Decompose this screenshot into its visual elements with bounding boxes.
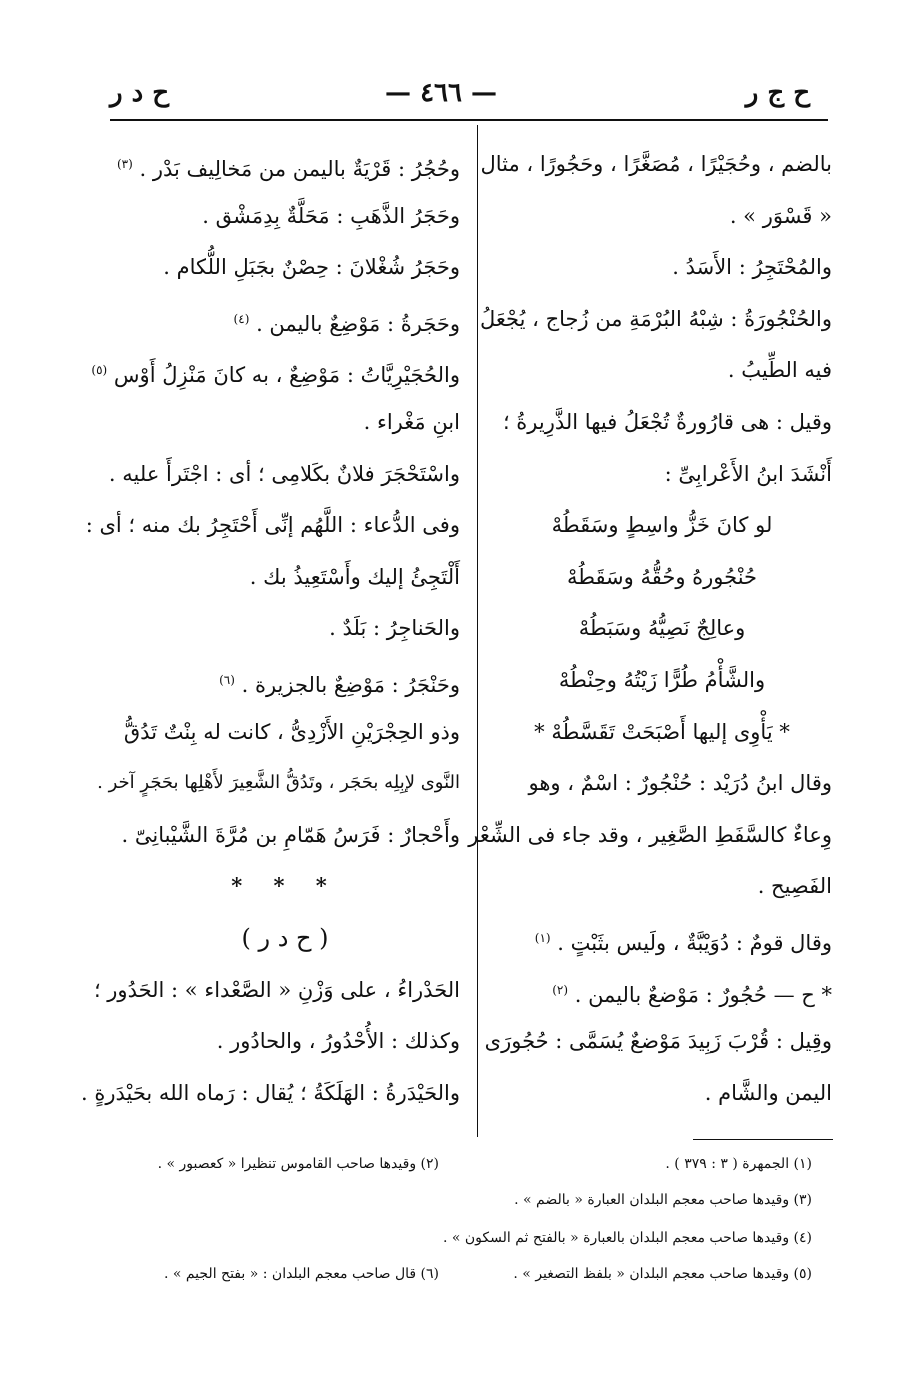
line-text: وحَنْجَرُ : مَوْضِعٌ بالجزيرة .	[241, 672, 460, 697]
verse-line: حُنْجُورهُ وحُقُّهُ وسَقَطُهْ	[566, 564, 758, 589]
footnote: (٢) وقيدها صاحب القاموس تنظيرا « كعصبور » .	[157, 1156, 439, 1172]
text-line	[110, 295, 460, 347]
section-separator: * * *	[231, 873, 339, 899]
footnote-ref: (٢)	[552, 982, 569, 997]
text-line: فيه الطِّيبُ .	[727, 358, 832, 383]
footnote: (٦) قال صاحب معجم البلدان : « بفتح الجيم » .	[163, 1266, 439, 1282]
text-line: ابنِ مَغْراء .	[363, 409, 460, 434]
text-line: أَنْشَدَ ابنُ الأَعْرابِىِّ :	[664, 461, 832, 486]
footnote: (٤) وقيدها صاحب معجم البلدان بالعبارة « بالفتح ثم السكون » .	[442, 1230, 812, 1246]
text-line: « قَسْوَر » .	[729, 203, 832, 228]
verse-line: * يَأْوِى إليها أَصْبَحَتْ تَقَسَّطُهْ *	[534, 719, 790, 744]
text-line: والحَيْدَرةُ : الهَلَكَةُ ؛ يُقال : رَماه الله بحَيْدَرةٍ .	[81, 1080, 460, 1105]
header-rule	[110, 119, 828, 121]
section-heading: ( ح د ر )	[241, 923, 329, 952]
text-line: وِعاءٌ كالسَّفَطِ الصَّغِير ، وقد جاء فى الشِّعْر	[468, 822, 832, 847]
footnote: (٥) وقيدها صاحب معجم البلدان « بلفظ التصغير » .	[513, 1266, 812, 1282]
text-line	[492, 966, 832, 1018]
page-header	[110, 78, 810, 118]
verse-line: لو كانَ خَزُّ واسِطٍ وسَقَطُهْ	[551, 513, 773, 538]
text-line: وحَجَرُ شُغْلانَ : حِصْنٌ بجَبَلِ اللُّكام .	[163, 255, 460, 280]
footnote-rule	[693, 1139, 833, 1140]
text-line: وقِيل : قُرْبَ زَبِيدَ مَوْضعٌ يُسَمَّى : حُجُورَى	[484, 1029, 832, 1054]
text-line: وقال ابنُ دُرَيْد : حُنْجُورٌ : اسْمٌ ، وهو	[528, 771, 832, 796]
footnote: (١) الجمهرة ( ٣ : ٣٧٩ ) .	[665, 1156, 812, 1172]
footnote-ref: (٤)	[233, 311, 250, 326]
text-line: أَلْتَجِئُ إليك وأَسْتَعِيذُ بك .	[249, 564, 460, 589]
line-text: * ح — حُجُورٌ : مَوْضعٌ باليمن .	[574, 982, 832, 1007]
text-line: واسْتَحْجَرَ فلانٌ بكَلامِى ؛ أى : اجْتَرأَ عليه .	[108, 461, 460, 486]
text-line: والمُحْتَجِرُ : الأَسَدُ .	[672, 255, 832, 280]
text-line: والحَناجِرُ : بَلَدٌ .	[329, 616, 460, 641]
text-line	[110, 140, 460, 192]
text-line: النَّوى لإبِلِه بحَجَر ، وتَدُقُّ الشَّعِيرَ لأَهْلِها بحَجَرٍ آخر .	[97, 772, 460, 794]
text-line: وفى الدُّعاء : اللَّهُم إنِّى أَحْتَجِرُ بك منه ؛ أى :	[85, 513, 460, 538]
footnote-ref: (١)	[534, 930, 551, 945]
line-text: والحُجَيْرِيَّاتُ : مَوْضِعٌ ، به كانَ مَنْزِلُ أَوْس	[113, 363, 460, 388]
text-line: وحَجَرُ الذَّهَبِ : مَحَلَّةٌ بِدِمَشْق .	[202, 203, 460, 228]
text-line	[110, 656, 460, 708]
text-line: والحُنْجُورَةُ : شِبْهُ البُرْمَةِ من زُجاج ، يُجْعَلُ	[480, 306, 832, 331]
footnote-ref: (٣)	[116, 157, 133, 171]
line-text: وحَجَرةُ : مَوْضِعٌ باليمن .	[256, 311, 460, 336]
verse-line: وعالِجٌ نَصِيُّهُ وسَبَطُهْ	[578, 616, 746, 641]
header-right-root: ح ج ر	[745, 78, 810, 108]
header-left-root: ح د ر	[110, 78, 170, 108]
text-line: وقيل : هى قارُورةٌ تُجْعَلُ فيها الذَّرِيرةُ ؛	[502, 409, 832, 434]
text-line	[492, 914, 832, 966]
text-line: الفَصِيح .	[757, 874, 832, 899]
text-line: بالضم ، وحُجَيْرًا ، مُصَغَّرًا ، وحَجُورًا ، مثال	[480, 152, 832, 176]
footnote-ref: (٦)	[219, 672, 235, 687]
footnote-ref: (٥)	[91, 363, 108, 378]
line-text: وقال قومٌ : دُوَيْبَّةٌ ، ولَيس بثَبْتٍ .	[557, 930, 832, 955]
text-line: اليمن والشَّام .	[704, 1080, 832, 1105]
page-number: — ٤٦٦ —	[385, 78, 498, 108]
footnote: (٣) وقيدها صاحب معجم البلدان العبارة « بالضم » .	[514, 1192, 812, 1208]
text-line: وذو الحِجْرَيْنِ الأَزْدِىُّ ، كانت له بِنْتٌ تَدُقُّ	[123, 719, 460, 744]
text-line: وأَحْجارٌ : فَرَسُ هَمّامِ بن مُرَّةَ الشَّيْبانِىّ .	[121, 822, 460, 847]
text-line	[91, 346, 460, 398]
column-divider	[477, 125, 478, 1137]
verse-line: والشَّأْمُ طُرًّا زَيْتُهُ وحِنْطُهْ	[558, 667, 766, 692]
right-column	[468, 140, 832, 1120]
line-text: وحُجُرُ : قَرْيَةٌ باليمن من مَخالِيف بَدْر .	[139, 157, 460, 181]
text-line: وكذلك : الأُحْدُورُ ، والحادُور .	[216, 1029, 460, 1054]
text-line: الحَدْراءُ ، على وَزْنِ « الصَّعْداء » : الحَدُور ؛	[93, 977, 460, 1002]
left-column	[81, 140, 460, 1120]
